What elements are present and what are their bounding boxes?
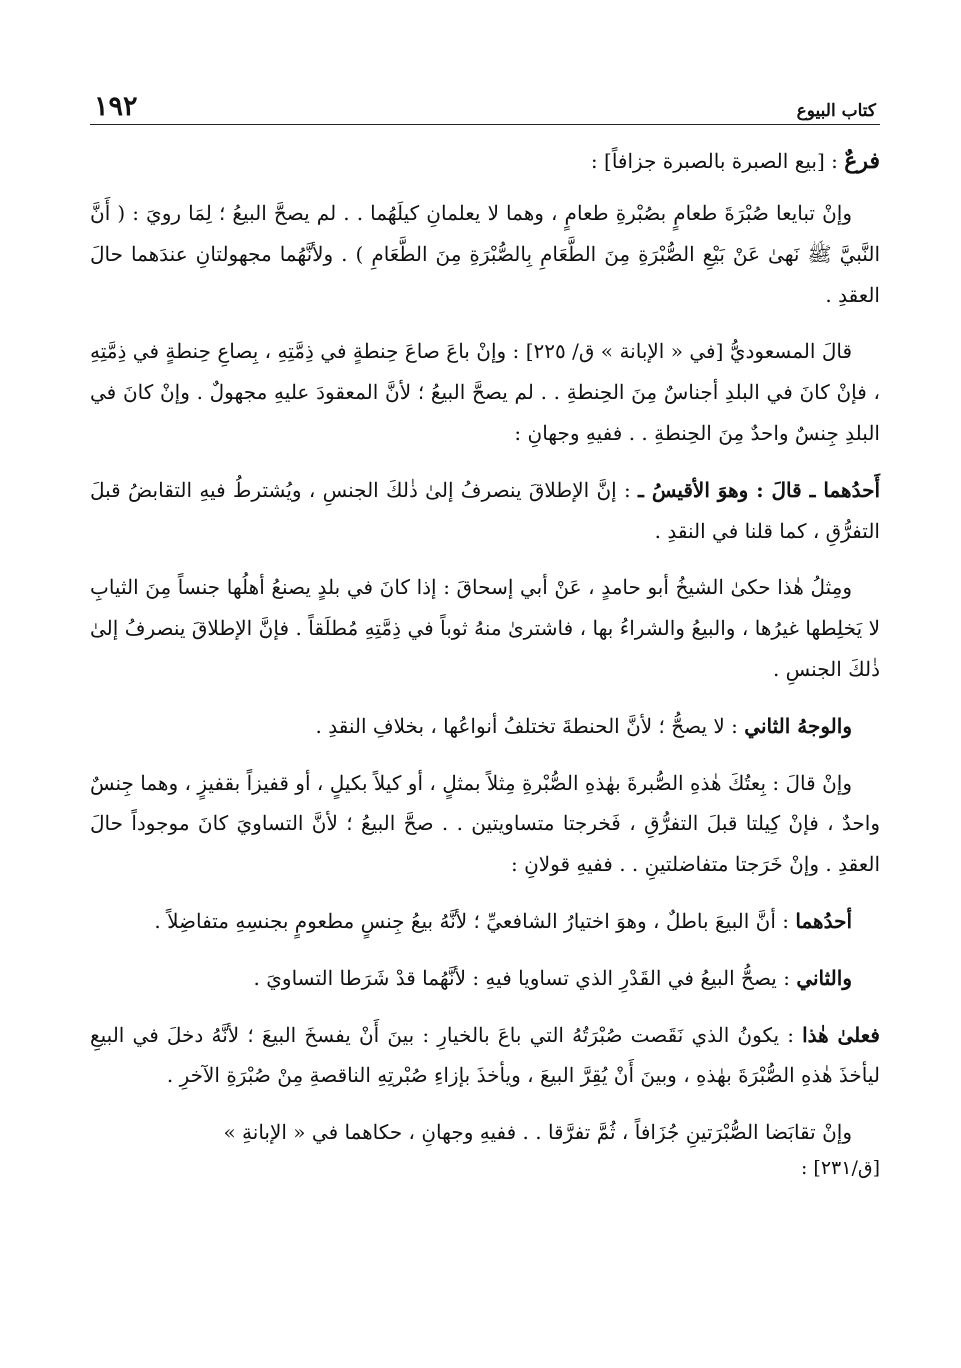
paragraph-3	[90, 470, 880, 552]
paragraph-8-lead: والثاني	[796, 965, 852, 990]
book-title: كتاب البيوع	[796, 101, 876, 121]
paragraph-3-text: : إنَّ الإطلاقَ ينصرفُ إلىٰ ذٰلكَ الجنسِ ، ويُشترطُ فيهِ التقابضُ قبلَ التفرُّقِ ، كما قلنا في النقدِ .	[90, 477, 880, 543]
paragraph-9	[90, 1015, 880, 1097]
paragraph-9-text: : يكونُ الذي نَقَصت صُبْرَتُهُ التي باعَ بالخيارِ : بينَ أَنْ يفسخَ البيعَ ؛ لأنَّهُ دخلَ في البيعِ ليأخذَ هٰذهِ الصُّبْرَةَ بهٰذهِ ، وبينَ أَنْ يُقِرَّ البيعَ ، ويأخذَ بإزاءِ صُبْرتِهِ الناقصةِ مِنْ صُبْرَةِ الآخرِ .	[90, 1022, 880, 1088]
book-page	[90, 80, 880, 1183]
paragraph-4: ومِثلُ هٰذا حكىٰ الشيخُ أبو حامدٍ ، عَنْ أبي إسحاقَ : إذا كانَ في بلدٍ يصنعُ أهلُها جنساً مِنَ الثيابِ لا يَخلِطها غيرُها ، والبيعُ والشراءُ بها ، فاشترىٰ منهُ ثوباً في ذِمَّتِهِ مُطلَقاً . فإنَّ الإطلاقَ ينصرفُ إلىٰ ذٰلكَ الجنسِ .	[90, 575, 880, 681]
branch-label: فرعٌ	[844, 148, 880, 174]
paragraph-7	[90, 901, 880, 942]
page-body	[90, 125, 880, 1183]
paragraph-9-lead: فعلىٰ هٰذا	[802, 1022, 880, 1047]
paragraph-6: وإنْ قالَ : بِعتُكَ هٰذهِ الصُّبرةَ بهٰذهِ الصُّبْرةِ مِثلاً بمثلٍ ، أو كيلاً بكيلٍ ، أو قفيزاً بقفيزٍ ، وهما جِنسٌ واحدٌ ، فإنْ كِيلتا قبلَ التفرُّقِ ، فَخرجتا متساويتين . . صحَّ البيعُ ؛ لأنَّ التساويَ كانَ موجوداً حالَ العقدِ . وإنْ خَرَجتا متفاضلتينِ . . ففيهِ قولانِ :	[90, 770, 881, 877]
paragraph-7-text: : أنَّ البيعَ باطلٌ ، وهوَ اختيارُ الشافعيِّ ؛ لأنَّهُ بيعُ جِنسٍ مطعومٍ بجنسِهِ متفاضِلاً .	[154, 908, 796, 933]
branch-separator: :	[824, 149, 845, 173]
paragraph-3-lead: أَحدُهما ـ قالَ : وهوَ الأقيسُ ـ	[638, 477, 880, 502]
paragraph-2: قالَ المسعوديُّ [في « الإبانة » ق/ ٢٢٥] : وإنْ باعَ صاعَ حِنطةٍ في ذِمَّتِهِ ، بِصاعِ حِنطةٍ في ذِمَّتِهِ ، فإنْ كانَ في البلدِ أجناسٌ مِنَ الحِنطةِ . . لم يصحَّ البيعُ ؛ لأنَّ المعقودَ عليهِ مجهولٌ . وإنْ كانَ في البلدِ جِنسٌ واحدٌ مِنَ الحِنطةِ . . ففيهِ وجهانِ :	[90, 339, 880, 445]
page-number: ١٩٢	[94, 91, 138, 122]
paragraph-8-text: : يصحُّ البيعُ في القَدْرِ الذي تساويا فيهِ : لأنَّهُما قدْ شَرَطا التساويَ .	[253, 965, 797, 990]
branch-heading	[90, 141, 880, 181]
paragraph-7-lead: أحدُهما	[795, 908, 852, 933]
paragraph-5-lead: والوجهُ الثاني	[744, 713, 852, 738]
paragraph-8	[90, 958, 880, 999]
running-header	[90, 80, 880, 125]
branch-title: [بيع الصبرة بالصبرة جزافاً] :	[590, 149, 825, 173]
paragraph-5-text: : لا يصحُّ ؛ لأنَّ الحنطةَ تختلفُ أنواعُها ، بخلافِ النقدِ .	[315, 713, 745, 738]
paragraph-5	[90, 706, 880, 747]
paragraph-10-reference: [ق/٢٣١] :	[800, 1156, 880, 1179]
paragraph-1: وإنْ تبايعا صُبْرَةَ طعامٍ بصُبْرةِ طعامٍ ، وهما لا يعلمانِ كيلَهُما . . لم يصحَّ البيعُ ؛ لِمَا رويَ : ( أَنَّ النَّبيَّ ﷺ نَهىٰ عَنْ بَيْعِ الصُّبْرَةِ مِنَ الطَّعَامِ بِالصُّبْرَةِ مِنَ الطَّعَامِ ) . ولأنَّهُما مجهولتانِ عندَهما حالَ العقدِ .	[90, 201, 880, 307]
paragraph-10: وإنْ تقابَضا الصُّبْرَتينِ جُزَافاً ، ثُمَّ تفرَّقا . . ففيهِ وجهانِ ، حكاهما في « الإبانةِ »	[223, 1120, 852, 1145]
